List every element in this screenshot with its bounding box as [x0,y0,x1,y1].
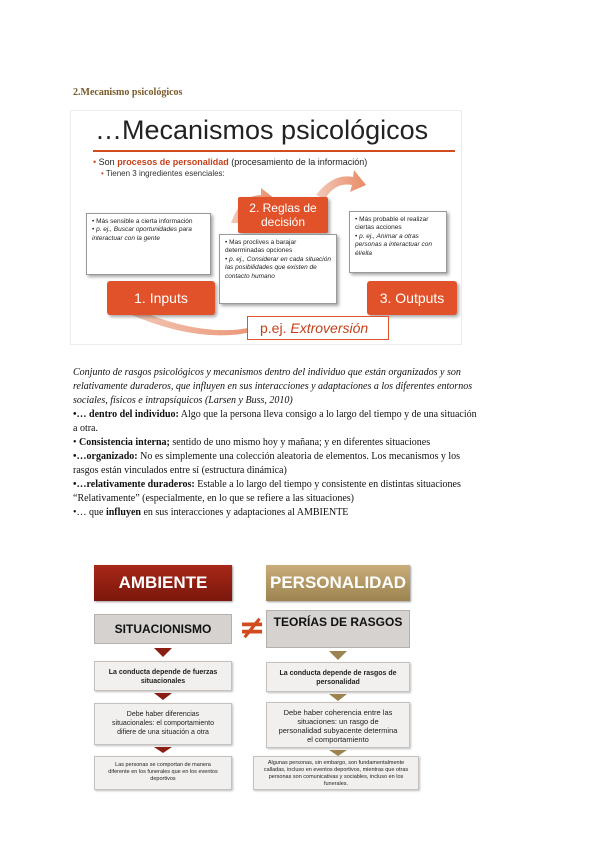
inputs-label: 1. Inputs [107,281,215,315]
arrow-down-left-1 [154,648,172,657]
arrow-down-left-3 [154,747,172,753]
outputs-card: • Más probable el realizar ciertas acciones • p. ej., Animar a otras personas a interactuar con él/ella [349,211,447,273]
ambiente-header: AMBIENTE [94,565,232,601]
example-box: p.ej. Extroversión [247,316,389,340]
left-box-1: La conducta depende de fuerzas situacionales [94,661,232,691]
situacionismo-box: SITUACIONISMO [94,614,232,644]
outputs-label: 3. Outputs [367,281,457,315]
slide-bullet-1: • Son procesos de personalidad (procesamiento de la información) [93,157,368,167]
reglas-card: • Mas proclives a barajar determinadas opciones • p. ej., Considerar en cada situación las posibilidades que existen de contacto humano [219,234,337,304]
bullet-dentro-cont: a otra. [73,423,98,434]
left-box-2: Debe haber diferencias situacionales: el comportamiento difiere de una situación a otra [94,703,232,745]
right-box-1: La conducta depende de rasgos de personalidad [266,662,410,692]
bullet-consistencia: • Consistencia interna; sentido de uno mismo hoy y mañana; y en diferentes situaciones [73,437,431,448]
personalidad-header: PERSONALIDAD [266,565,410,601]
section-heading: 2.Mecanismo psicológicos [73,87,183,98]
bullet-influyen: •… que influyen en sus interacciones y adaptaciones al AMBIENTE [73,507,349,518]
bullet-duraderos: •…relativamente duraderos: Estable a lo largo del tiempo y consistente en distintas situaciones [73,479,461,490]
definition-line-2: relativamente duraderos, que influyen en sus interacciones y adaptaciones a los diferentes entornos [73,381,473,392]
inputs-card: • Más sensible a cierta información • p. ej., Buscar oportunidades para interactuar con la gente [86,213,211,275]
arrow-reglas-to-outputs [316,170,366,199]
slide-mecanismos [70,110,462,345]
right-box-2: Debe haber coherencia entre las situaciones: un rasgo de personalidad subyacente determina el comportamiento [266,702,410,748]
slide-ambiente-personalidad [88,562,418,798]
not-equal-icon: ≠ [238,608,266,646]
definition-line-1: Conjunto de rasgos psicológicos y mecanismos dentro del individuo que están organizados y son [73,367,461,378]
arrow-down-left-2 [154,693,172,700]
right-box-3: Algunas personas, sin embargo, son fundamentalmente calladas, incluso en eventos deportivos, mientras que otras personas son comunicativas y sociables, incluso en los funerales. [253,756,419,790]
slide-title: …Mecanismos psicológicos [95,115,429,145]
definition-line-3: sociales, físicos e intrapsíquicos (Larsen y Buss, 2010) [73,395,293,406]
reglas-label: 2. Reglas de decisión [238,197,328,233]
left-box-3: Las personas se comportan de manera diferente en los funerales que en los eventos deportivos [94,756,232,790]
bullet-dentro: •… dentro del individuo: Algo que la persona lleva consigo a lo largo del tiempo y de una situación [73,409,477,420]
arrow-down-right-1 [329,651,347,660]
bullet-duraderos-cont: “Relativamente” (especialmente, en lo que se refiere a las situaciones) [73,493,354,504]
bullet-organizado: •…organizado: No es simplemente una colección aleatoria de elementos. Los mecanismos y los [73,451,461,462]
teorias-box: TEORÍAS DE RASGOS [266,610,410,648]
arrow-down-right-2 [329,694,347,701]
slide-bullet-2: • Tienen 3 ingredientes esenciales: [101,169,225,178]
bullet-organizado-cont: rasgos están vinculados entre sí (estructura dinámica) [73,465,287,476]
